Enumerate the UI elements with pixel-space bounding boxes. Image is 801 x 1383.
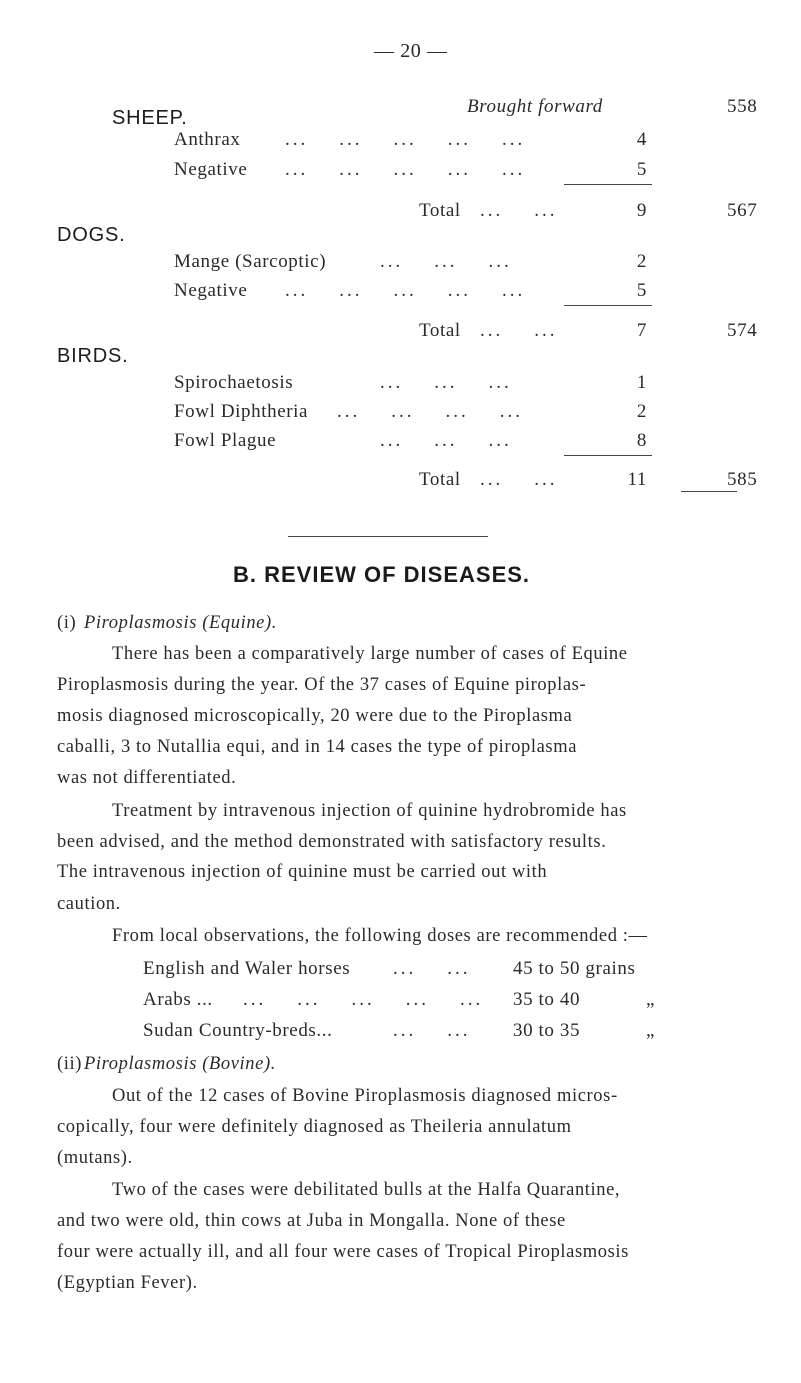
birds-row-diphtheria-value: 2	[636, 401, 647, 422]
sheep-row-anthrax-value: 4	[636, 129, 647, 150]
dogs-total-label: Total	[419, 320, 461, 341]
bovine-heading-num: (ii)	[57, 1054, 83, 1074]
birds-total-label: Total	[419, 469, 461, 490]
birds-row-plague-label: Fowl Plague	[174, 430, 277, 451]
page-number: — 20 —	[374, 40, 448, 62]
ditto-mark: „	[646, 989, 656, 1010]
leader-dots: ... ...	[393, 1020, 471, 1041]
leader-dots: ... ... ... ... ...	[285, 159, 526, 180]
bovine-heading: Piroplasmosis (Bovine).	[84, 1054, 276, 1074]
dogs-row-mange-value: 2	[636, 251, 647, 272]
review-heading: B. REVIEW OF DISEASES.	[233, 562, 531, 587]
paragraph-line: Out of the 12 cases of Bovine Piroplasmosis diagnosed micros-	[112, 1086, 618, 1106]
birds-total-value: 11	[627, 469, 647, 490]
dose-animal: Arabs ...	[143, 989, 213, 1010]
dose-animal: Sudan Country-breds...	[143, 1020, 333, 1041]
birds-row-plague-value: 8	[636, 430, 647, 451]
dose-value: 45 to 50 grains	[513, 958, 636, 979]
paragraph-line: (mutans).	[57, 1148, 133, 1168]
dose-animal: English and Waler horses	[143, 958, 351, 979]
sheep-row-negative-label: Negative	[174, 159, 248, 180]
paragraph-line: The intravenous injection of quinine must be carried out with	[57, 862, 548, 882]
dogs-total-value: 7	[636, 320, 647, 341]
birds-row-spirochaetosis-value: 1	[636, 372, 647, 393]
section-dogs-title: DOGS.	[57, 224, 126, 246]
divider	[564, 305, 652, 306]
dogs-row-negative-label: Negative	[174, 280, 248, 301]
leader-dots: ... ... ...	[380, 372, 512, 393]
leader-dots: ... ... ... ... ...	[285, 280, 526, 301]
paragraph-line: caballi, 3 to Nutallia equi, and in 14 cases the type of piroplasma	[57, 737, 578, 757]
leader-dots: ... ... ... ...	[337, 401, 523, 422]
sheep-row-negative-value: 5	[636, 159, 647, 180]
sheep-running-total: 567	[727, 200, 758, 221]
section-birds-title: BIRDS.	[57, 345, 129, 367]
paragraph-line: There has been a comparatively large number of cases of Equine	[112, 644, 628, 664]
equine-heading: Piroplasmosis (Equine).	[84, 613, 277, 633]
paragraph-line: Piroplasmosis during the year. Of the 37 cases of Equine piroplas-	[57, 675, 587, 695]
paragraph-line: caution.	[57, 894, 121, 914]
divider	[564, 455, 652, 456]
paragraph-line: (Egyptian Fever).	[57, 1273, 198, 1293]
section-sheep-title: SHEEP.	[112, 107, 188, 129]
birds-running-total: 585	[727, 469, 758, 490]
divider	[564, 184, 652, 185]
dogs-row-mange-label: Mange (Sarcoptic)	[174, 251, 327, 272]
sheep-total-value: 9	[636, 200, 647, 221]
sheep-row-anthrax-label: Anthrax	[174, 129, 241, 150]
brought-forward-value: 558	[727, 96, 758, 117]
paragraph-line: From local observations, the following doses are recommended :—	[112, 926, 648, 946]
leader-dots: ... ...	[393, 958, 471, 979]
paragraph-line: mosis diagnosed microscopically, 20 were due to the Piroplasma	[57, 706, 573, 726]
section-separator	[288, 536, 488, 537]
dogs-running-total: 574	[727, 320, 758, 341]
divider	[681, 491, 737, 492]
paragraph-line: been advised, and the method demonstrated with satisfactory results.	[57, 832, 607, 852]
paragraph-line: Two of the cases were debilitated bulls at the Halfa Quarantine,	[112, 1180, 621, 1200]
sheep-total-label: Total	[419, 200, 461, 221]
paragraph-line: was not differentiated.	[57, 768, 237, 788]
dose-value: 30 to 35	[513, 1020, 581, 1041]
paragraph-line: four were actually ill, and all four were cases of Tropical Piroplasmosis	[57, 1242, 629, 1262]
paragraph-line: Treatment by intravenous injection of quinine hydrobromide has	[112, 801, 627, 821]
leader-dots: ... ... ... ... ...	[243, 989, 484, 1010]
leader-dots: ... ... ...	[380, 430, 512, 451]
dogs-row-negative-value: 5	[636, 280, 647, 301]
paragraph-line: copically, four were definitely diagnosed as Theileria annulatum	[57, 1117, 572, 1137]
leader-dots: ... ...	[480, 469, 558, 490]
paragraph-line: and two were old, thin cows at Juba in Mongalla. None of these	[57, 1211, 566, 1231]
ditto-mark: „	[646, 1020, 656, 1041]
leader-dots: ... ... ... ... ...	[285, 129, 526, 150]
birds-row-spirochaetosis-label: Spirochaetosis	[174, 372, 294, 393]
dose-value: 35 to 40	[513, 989, 581, 1010]
leader-dots: ... ... ...	[380, 251, 512, 272]
leader-dots: ... ...	[480, 320, 558, 341]
brought-forward-label: Brought forward	[467, 96, 603, 117]
equine-heading-num: (i)	[57, 613, 77, 633]
birds-row-diphtheria-label: Fowl Diphtheria	[174, 401, 309, 422]
leader-dots: ... ...	[480, 200, 558, 221]
